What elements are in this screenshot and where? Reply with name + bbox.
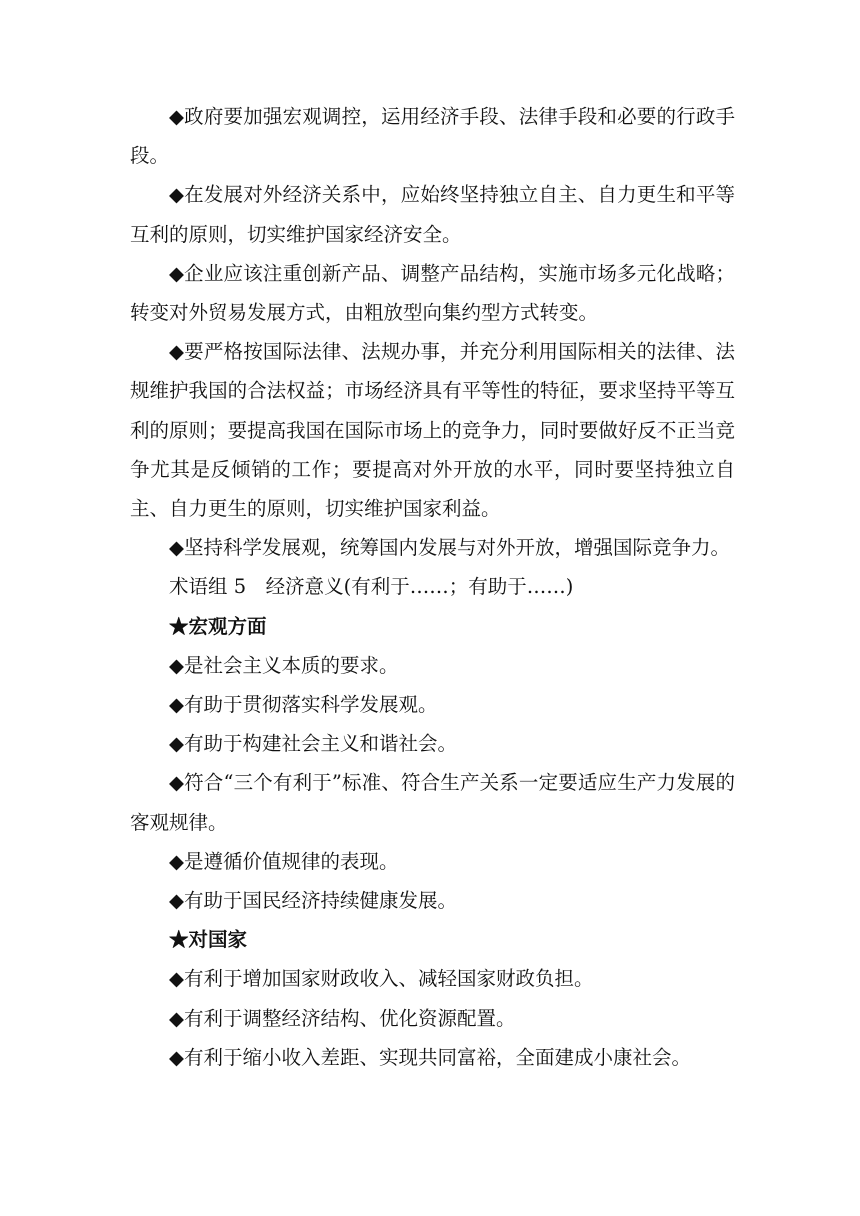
- list-item: ◆有利于增加国家财政收入、减轻国家财政负担。: [169, 967, 594, 991]
- paragraph-scientific-development: ◆坚持科学发展观，统筹国内发展与对外开放，增强国际竞争力。: [169, 536, 730, 560]
- list-item: ◆符合“三个有利于”标准、符合生产关系一定要适应生产力发展的客观规律。: [130, 771, 735, 834]
- list-item: ◆有助于贯彻落实科学发展观。: [169, 693, 438, 717]
- list-item: ◆有利于调整经济结构、优化资源配置。: [169, 1006, 516, 1030]
- list-item: ◆有助于构建社会主义和谐社会。: [169, 732, 457, 756]
- paragraph-international-law: ◆要严格按国际法律、法规办事，并充分利用国际相关的法律、法规维护我国的合法权益；市场经济具有平等性的特征，要求坚持平等互利的原则；要提高我国在国际市场上的竞争力，同时要做好反不正当竞争尤其是反倾销的工作；要提高对外开放的水平，同时要坚持独立自主、自力更生的原则，切实维护国家利益。: [130, 340, 735, 521]
- list-item: ◆有助于国民经济持续健康发展。: [169, 889, 457, 913]
- list-item: ◆是遵循价值规律的表现。: [169, 849, 399, 873]
- list-item: ◆有利于缩小收入差距、实现共同富裕，全面建成小康社会。: [169, 1045, 691, 1069]
- list-item: ◆是社会主义本质的要求。: [169, 653, 399, 677]
- section-title-macro: ★宏观方面: [169, 614, 267, 638]
- document-page: [130, 97, 735, 1077]
- section-title-state: ★对国家: [169, 928, 248, 952]
- paragraph-macro-control: ◆政府要加强宏观调控，运用经济手段、法律手段和必要的行政手段。: [130, 105, 735, 168]
- paragraph-foreign-relations: ◆在发展对外经济关系中，应始终坚持独立自主、自力更生和平等互利的原则，切实维护国家经济安全。: [130, 183, 735, 246]
- term-group-heading: 术语组 5 经济意义(有利于……；有助于……): [169, 575, 574, 599]
- paragraph-enterprise-strategy: ◆企业应该注重创新产品、调整产品结构，实施市场多元化战略；转变对外贸易发展方式，由粗放型向集约型方式转变。: [130, 261, 735, 325]
